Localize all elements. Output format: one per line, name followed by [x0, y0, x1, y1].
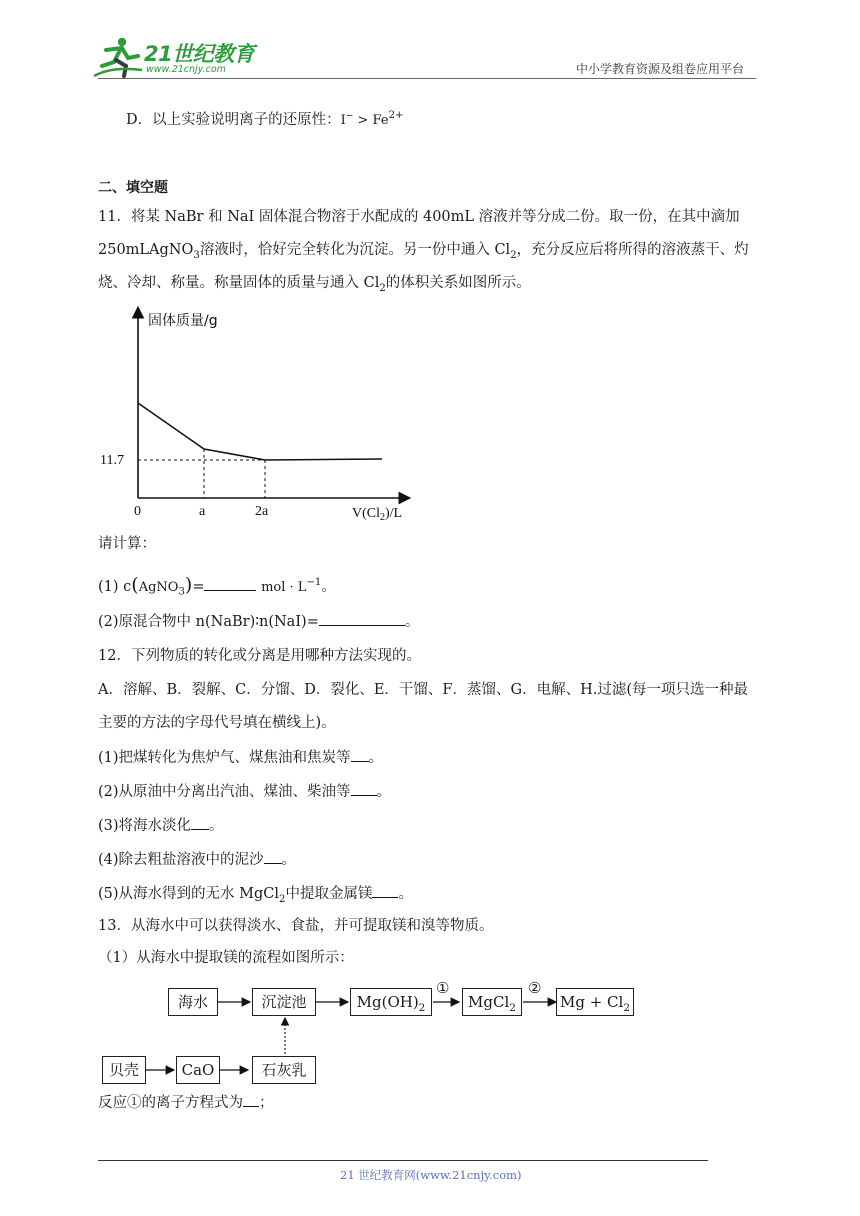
q12-sub2: (2)从原油中分离出汽油、煤油、柴油等 。	[98, 781, 391, 802]
q12-line1: 12．下列物质的转化或分离是用哪种方法实现的。	[98, 648, 421, 664]
site-logo	[92, 36, 262, 78]
footer-site[interactable]: 21 世纪教育网(www.21cnjy.com)	[340, 1168, 522, 1182]
y-tick-11-7: 11.7	[100, 453, 124, 468]
q10-option-d: D．以上实验说明离子的还原性：$I^- > Fe^{2+}$	[126, 110, 404, 128]
q12-sub3: (3)将海水淡化 。	[98, 815, 224, 836]
mass-series-line	[138, 403, 382, 460]
answer-blank-7[interactable]	[372, 883, 398, 898]
q11-line1: 11．将某 NaBr 和 NaI 固体混合物溶于水配成的 400mL 溶液并等分成二份。取一份，在其中滴加	[98, 209, 740, 225]
step-label-1: ①	[436, 979, 450, 997]
q11-sub1: (1) c(AgNO$_3$)= mol · $L^{-1}$。	[98, 573, 336, 598]
flow-box-settling-tank: 沉淀池	[252, 988, 316, 1016]
q11-line3: 烧、冷却、称量。称量固体的质量与通入 $Cl_2$的体积关系如图所示。	[98, 275, 531, 294]
ion-iodide: I−	[340, 111, 354, 128]
y-axis-label: 固体质量/g	[148, 313, 218, 329]
flow-box-mgoh2: $Mg(OH)_2$	[350, 988, 432, 1016]
header-platform-text: 中小学教育资源及组卷应用平台	[576, 62, 745, 76]
q12-sub4: (4)除去粗盐溶液中的泥沙 。	[98, 849, 296, 870]
flow-box-cao: CaO	[176, 1056, 220, 1084]
answer-blank-1[interactable]	[204, 576, 256, 591]
q13-line3: 反应①的离子方程式为 ；	[98, 1092, 274, 1113]
q11-line2: 250mLAgNO$_3$溶液时，恰好完全转化为沉淀。另一份中通入 $Cl_2$，充分反应后将所得的溶液蒸干、灼	[98, 242, 749, 261]
answer-blank-5[interactable]	[191, 815, 209, 830]
answer-blank-8[interactable]	[243, 1092, 259, 1107]
q13-line1: 13．从海水中可以获得淡水、食盐，并可提取镁和溴等物质。	[98, 918, 494, 934]
logo-title: 21世纪教育	[144, 42, 255, 66]
answer-blank-6[interactable]	[264, 849, 282, 864]
x-tick-a: a	[199, 504, 206, 519]
runner-logo-icon	[92, 36, 144, 78]
header-divider	[98, 78, 756, 79]
flow-box-mg-cl2: $Mg + Cl_2$	[556, 988, 634, 1016]
q13-line2: （1）从海水中提取镁的流程如图所示：	[98, 950, 354, 966]
answer-blank-4[interactable]	[351, 781, 377, 796]
x-tick-0: 0	[134, 504, 141, 519]
q12-sub1: (1)把煤转化为焦炉气、煤焦油和焦炭等 。	[98, 747, 383, 768]
q12-line2: A．溶解、B．裂解、C．分馏、D．裂化、E．干馏、F．蒸馏、G．电解、H.过滤(每一项只选一种最	[98, 682, 748, 698]
q12-sub5: (5)从海水得到的无水 MgCl$_2$中提取金属镁 。	[98, 883, 413, 910]
footer-divider	[98, 1160, 708, 1161]
q12-line3: 主要的方法的字母代号填在横线上)。	[98, 715, 336, 731]
flow-box-lime-milk: 石灰乳	[252, 1056, 316, 1084]
q11-sub2: (2)原混合物中 n(NaBr)∶n(NaI)= 。	[98, 611, 419, 632]
step-label-2: ②	[528, 979, 542, 997]
mass-volume-chart	[100, 303, 430, 528]
q11-prompt: 请计算：	[98, 536, 156, 552]
logo-url: www.21cnjy.com	[146, 64, 226, 75]
x-axis-label: $V(Cl_2)/L$	[352, 506, 403, 523]
flow-box-mgcl2: MgCl$_2$	[462, 988, 522, 1016]
answer-blank-3[interactable]	[351, 747, 369, 762]
flow-box-shell: 贝壳	[102, 1056, 146, 1084]
answer-blank-2[interactable]	[319, 611, 405, 626]
section-title: 二、填空题	[98, 180, 168, 196]
flow-box-seawater: 海水	[168, 988, 218, 1016]
x-tick-2a: 2a	[255, 504, 269, 519]
